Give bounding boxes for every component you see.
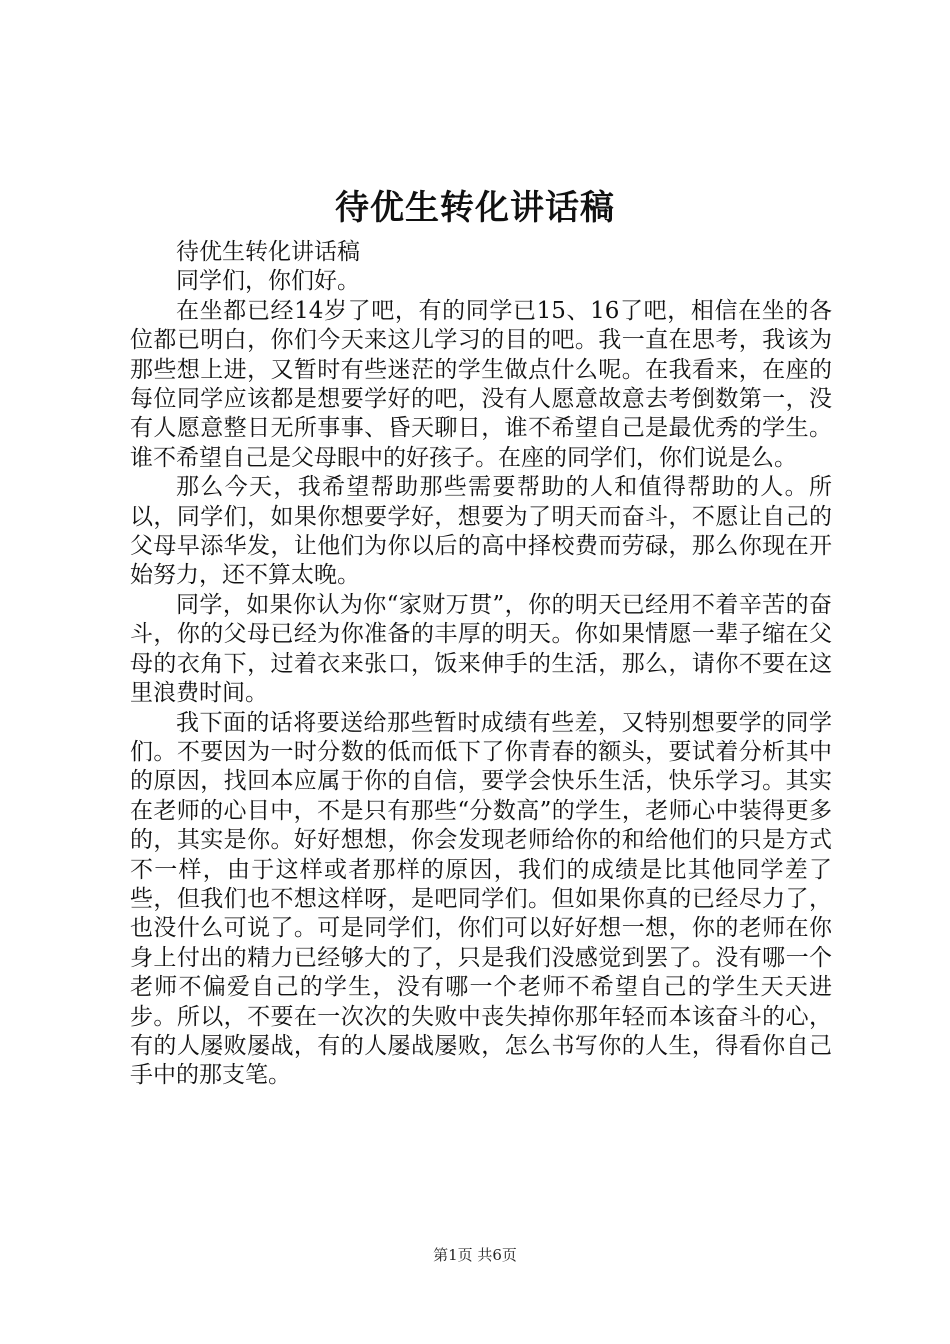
page-number-footer: 第1页 共6页 <box>433 1246 517 1264</box>
paragraph-3: 同学，如果你认为你“家财万贯”，你的明天已经用不着辛苦的奋斗，你的父母已经为你准备的丰厚的明天。你如果情愿一辈子缩在父母的衣角下，过着衣来张口，饭来伸手的生活，那么，请你不要在这里浪费时间。 <box>130 591 832 707</box>
paragraph-subtitle: 待优生转化讲话稿 <box>176 239 360 265</box>
paragraph-2: 那么今天，我希望帮助那些需要帮助的人和值得帮助的人。所以，同学们，如果你想要学好，想要为了明天而奋斗，不愿让自己的父母早添华发，让他们为你以后的高中择校费而劳碌，那么你现在开始努力，还不算太晚。 <box>130 474 832 589</box>
paragraph-1: 在坐都已经14岁了吧，有的同学已15、16了吧，相信在坐的各位都已明白，你们今天来这儿学习的目的吧。我一直在思考，我该为那些想上进，又暂时有些迷茫的学生做点什么呢。在我看来，在座的每位同学应该都是想要学好的吧，没有人愿意故意去考倒数第一，没有人愿意整日无所事事、昏天聊日，谁不希望自己是最优秀的学生。谁不希望自己是父母眼中的好孩子。在座的同学们，你们说是么。 <box>130 297 832 471</box>
paragraph-greeting: 同学们，你们好。 <box>176 268 360 295</box>
document-body <box>130 238 832 1091</box>
paragraph-4: 我下面的话将要送给那些暂时成绩有些差，又特别想要学的同学们。不要因为一时分数的低而低下了你青春的额头，要试着分析其中的原因，找回本应属于你的自信，要学会快乐生活，快乐学习。其实在老师的心目中，不是只有那些“分数高”的学生，老师心中装得更多的，其实是你。好好想想，你会发现老师给你的和给他们的只是方式不一样，由于这样或者那样的原因，我们的成绩是比其他同学差了些，但我们也不想这样呀，是吧同学们。但如果你真的已经尽力了，也没什么可说了。可是同学们，你们可以好好想一想，你的老师在你身上付出的精力已经够大的了，只是我们没感觉到罢了。没有哪一个老师不偏爱自己的学生，没有哪一个老师不希望自己的学生天天进步。所以，不要在一次次的失败中丧失掉你那年轻而本该奋斗的心，有的人屡败屡战，有的人屡战屡败，怎么书写你的人生，得看你自己手中的那支笔。 <box>130 709 832 1089</box>
document-title: 待优生转化讲话稿 <box>335 188 615 228</box>
